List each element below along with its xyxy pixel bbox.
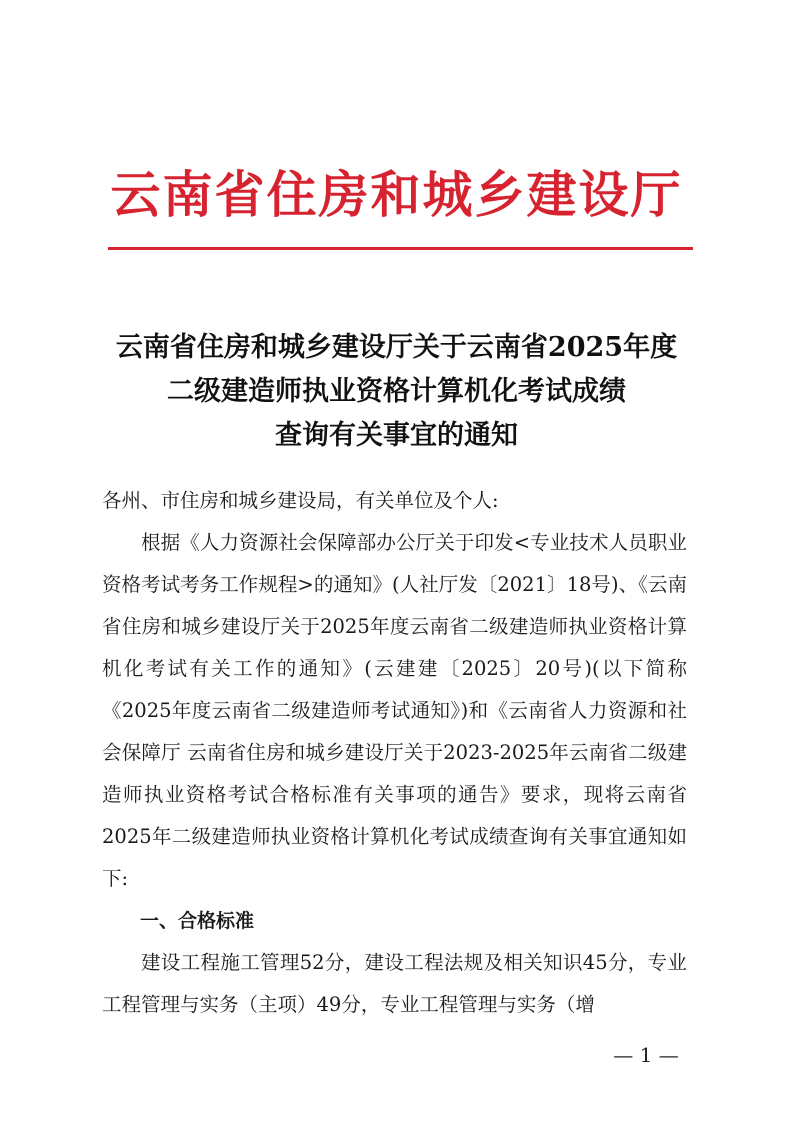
body-paragraph-1: 根据《人力资源社会保障部办公厅关于印发<专业技术人员职业资格考试考务工作规程>的通知》(人社厅发〔2021〕18号)、《云南省住房和城乡建设厅关于2025年度云南省二级建造师执业资格计算机化考试有关工作的通知》(云建建〔2025〕20号)(以下简称《2025年度云南省二级建造师考试通知》)和《云南省人力资源和社会保障厅 云南省住房和城乡建设厅关于2023-2025年云南省二级建造师执业资格考试合格标准有关事项的通告》要求，现将云南省2025年二级建造师执业资格计算机化考试成绩查询有关事宜通知如下: xyxy=(102,531,687,890)
page-number: — 1 — xyxy=(613,1043,679,1067)
body-paragraph-2: 建设工程施工管理52分，建设工程法规及相关知识45分，专业工程管理与实务（主项）49分，专业工程管理与实务（增 xyxy=(102,951,687,1016)
red-header-divider xyxy=(108,247,693,250)
document-body xyxy=(102,480,687,1026)
title-line-3: 查询有关事宜的通知 xyxy=(275,420,518,451)
section-heading-1: 一、合格标准 xyxy=(140,910,255,932)
salutation: 各州、市住房和城乡建设局，有关单位及个人: xyxy=(102,489,499,512)
title-line-2: 二级建造师执业资格计算机化考试成绩 xyxy=(167,376,626,407)
issuing-authority-header: 云南省住房和城乡建设厅 xyxy=(110,165,683,224)
title-line-1: 云南省住房和城乡建设厅关于云南省2025年度 xyxy=(115,332,678,363)
document-title xyxy=(88,326,705,458)
